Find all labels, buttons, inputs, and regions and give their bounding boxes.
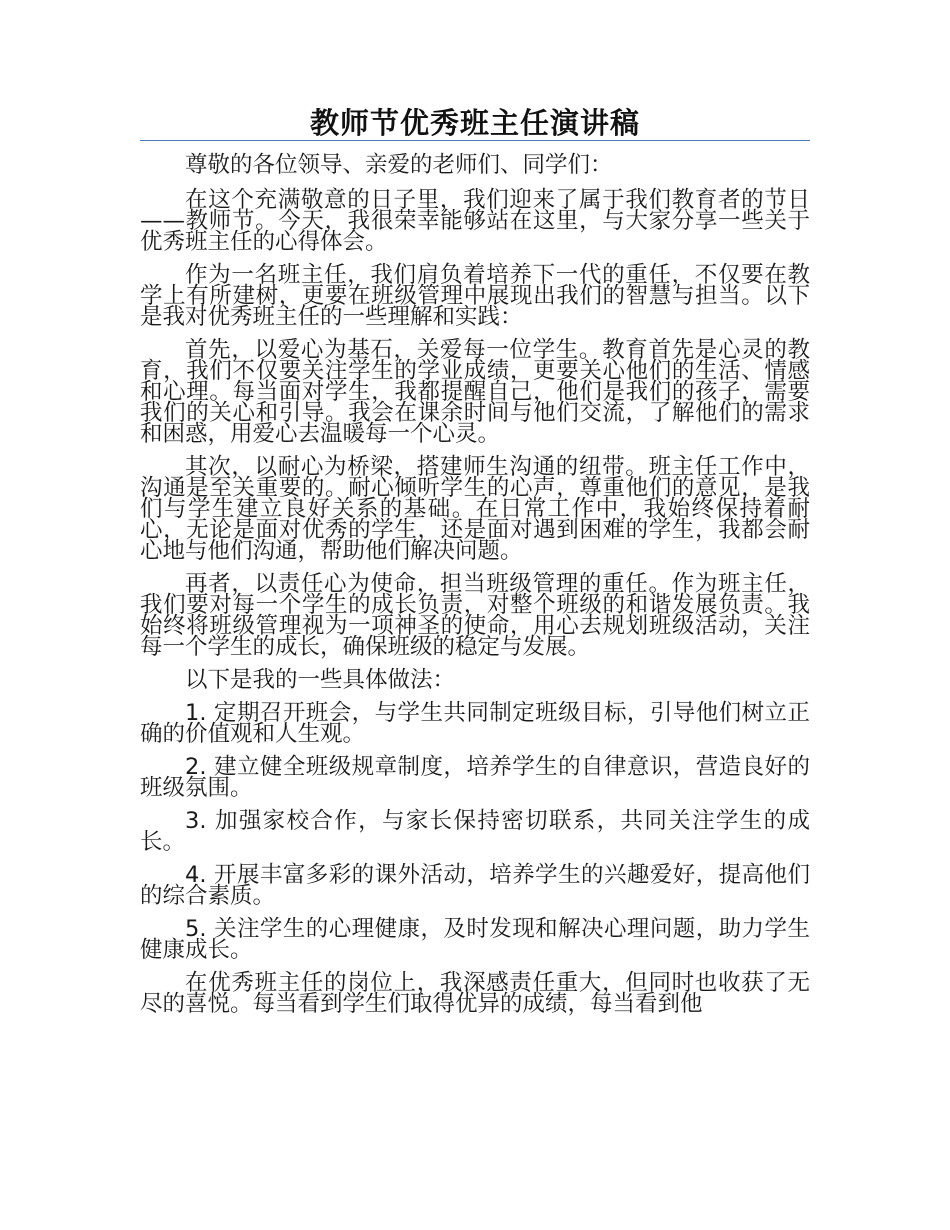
role-paragraph: 作为一名班主任，我们肩负着培养下一代的重任，不仅要在教学上有所建树，更要在班级管理中展现出我们的智慧与担当。以下是我对优秀班主任的一些理解和实践： <box>140 262 810 330</box>
practice-item-5: 5. 关注学生的心理健康，及时发现和解决心理问题，助力学生健康成长。 <box>140 916 810 963</box>
practice-item-1: 1. 定期召开班会，与学生共同制定班级目标，引导他们树立正确的价值观和人生观。 <box>140 700 810 747</box>
patience-paragraph: 其次，以耐心为桥梁，搭建师生沟通的纽带。班主任工作中，沟通是至关重要的。耐心倾听学生的心声，尊重他们的意见，是我们与学生建立良好关系的基础。在日常工作中，我始终保持着耐心，无论是面对优秀的学生，还是面对遇到困难的学生，我都会耐心地与他们沟通，帮助他们解决问题。 <box>140 454 810 564</box>
intro-paragraph: 在这个充满敬意的日子里，我们迎来了属于我们教育者的节日——教师节。今天，我很荣幸能够站在这里，与大家分享一些关于优秀班主任的心得体会。 <box>140 187 810 255</box>
document-body <box>140 152 810 1027</box>
closing-paragraph: 在优秀班主任的岗位上，我深感责任重大，但同时也收获了无尽的喜悦。每当看到学生们取得优异的成绩，每当看到他 <box>140 970 810 1017</box>
greeting-paragraph: 尊敬的各位领导、亲爱的老师们、同学们： <box>185 152 613 178</box>
responsibility-paragraph: 再者，以责任心为使命，担当班级管理的重任。作为班主任，我们要对每一个学生的成长负责，对整个班级的和谐发展负责。我始终将班级管理视为一项神圣的使命，用心去规划班级活动，关注每一个学生的成长，确保班级的稳定与发展。 <box>140 571 810 660</box>
practice-item-2: 2. 建立健全班级规章制度，培养学生的自律意识，营造良好的班级氛围。 <box>140 754 810 801</box>
love-paragraph: 首先，以爱心为基石，关爱每一位学生。教育首先是心灵的教育，我们不仅要关注学生的学业成绩，更要关心他们的生活、情感和心理。每当面对学生，我都提醒自己，他们是我们的孩子，需要我们的关心和引导。我会在课余时间与他们交流，了解他们的需求和困惑，用爱心去温暖每一个心灵。 <box>140 337 810 447</box>
practice-item-4: 4. 开展丰富多彩的课外活动，培养学生的兴趣爱好，提高他们的综合素质。 <box>140 862 810 909</box>
document-title: 教师节优秀班主任演讲稿 <box>309 106 640 140</box>
title-underline <box>140 140 810 141</box>
practice-item-3: 3. 加强家校合作，与家长保持密切联系，共同关注学生的成长。 <box>140 808 810 855</box>
practices-heading: 以下是我的一些具体做法： <box>185 667 456 693</box>
